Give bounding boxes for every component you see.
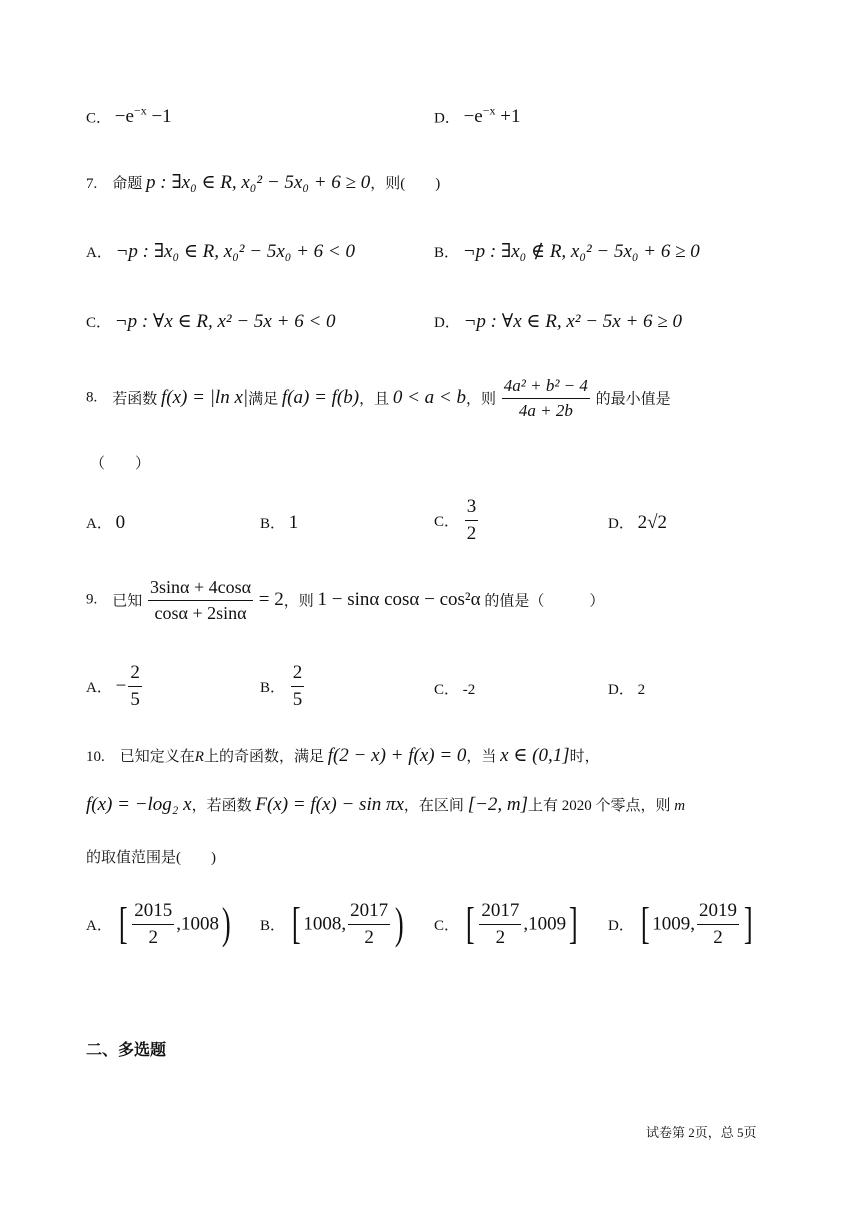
q9-fraction: $\frac{3\sin\alpha + 4\cos\alpha}{\cos\alpha + 2\sin\alpha}$ [150,577,252,623]
q7-option-a: A． ¬p : ∃x₀ ∈ R, x₀² − 5x₀ + 6 < 0 [86,241,355,262]
q6-option-d: D． $-e^{-x} +1$ [434,104,521,128]
q9-option-a: A． − $\frac{2}{5}$ [86,662,140,710]
q10-option-b: B． [ 1008, $\frac{2017}{2}$ ) [260,899,404,949]
q7-stem: 7. 命题 p : ∃x₀ ∈ R, x₀² − 5x₀ + 6 ≥ 0，则( ) [86,172,441,193]
page-footer: 试卷第 2页，总 5页 [646,1125,757,1140]
q10-line2: f(x) = −log₂ x，若函数 F(x) = f(x) − sin πx，在区间 [−2, m]上有 2020 个零点，则 m [86,794,686,815]
q10-option-c: C． [ $\frac{2017}{2}$ ,1009] [434,899,578,949]
q6-option-c-expr: $-e^{-x} -1$ [114,104,172,128]
q7-option-c: C． ¬p : ∀x ∈ R, x² − 5x + 6 < 0 [86,311,336,332]
q10-line3: 的取值范围是( ) [86,850,216,866]
q8-option-c: C． $\frac{3}{2}$ [434,496,477,544]
section-heading-multi-choice: 二、多选题 [86,1040,167,1059]
q7-option-b: B． ¬p : ∃x₀ ∉ R, x₀² − 5x₀ + 6 ≥ 0 [434,241,700,262]
q9-option-b: B． $\frac{2}{5}$ [260,662,303,710]
q9-option-d: D． 2 [608,682,646,698]
q10-option-a: A． [ $\frac{2015}{2}$ ,1008) [86,899,231,949]
q8-paren: （ ） [90,456,151,472]
q8-option-d: D． 2√2 [608,512,668,533]
q9-stem: 9. 已知 $\frac{3\sin\alpha + 4\cos\alpha}{\cos\alpha + 2\sin\alpha}$ = 2，则 1 − sinα cosα − cos²α 的值是（ ） [86,577,605,623]
q7-option-d: D． ¬p : ∀x ∈ R, x² − 5x + 6 ≥ 0 [434,311,682,332]
q6-option-d-expr: $-e^{-x} +1$ [463,104,521,128]
q8-stem: 8. 若函数 f(x) = |ln x|满足 f(a) = f(b)，且 0 < a < b，则 $\frac{\text{4a² + b² − 4}}{4a + 2b}$ 的最小值是 [86,376,671,420]
q8-option-b: B． 1 [260,512,299,533]
q8-option-a: A． 0 [86,512,126,533]
q8-fraction: $\frac{\text{4a² + b² − 4}}{4a + 2b}$ [503,376,588,420]
q7-stem-math: p : ∃x₀ ∈ R, x₀² − 5x₀ + 6 ≥ 0 [146,172,371,193]
q9-option-c: C． -2 [434,682,476,698]
q6-option-c: C． $-e^{-x} -1$ [86,104,172,128]
q10-line1: 10. 已知定义在R上的奇函数，满足 f(2 − x) + f(x) = 0，当 x ∈ (0,1]时， [86,745,600,766]
q10-option-d: D． [ 1009, $\frac{2019}{2}$ ] [608,899,753,949]
